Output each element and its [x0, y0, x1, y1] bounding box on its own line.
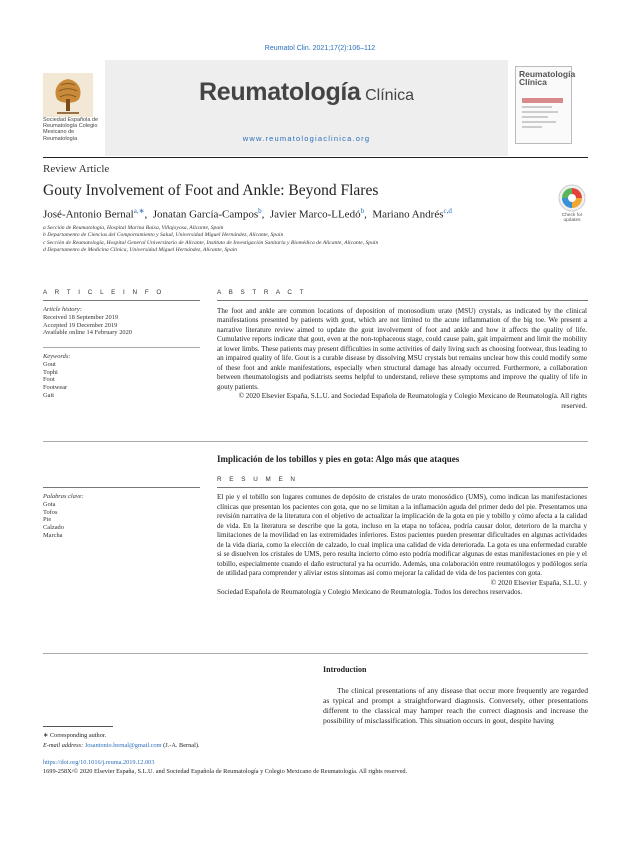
corresponding-author-label: ∗ Corresponding author.: [43, 732, 107, 739]
email-line: [43, 741, 200, 751]
article-type: Review Article: [43, 163, 110, 175]
introduction-body: [323, 686, 588, 726]
journal-url-link[interactable]: www.reumatologiaclinica.org: [242, 134, 371, 143]
email-label: E-mail address:: [43, 741, 84, 749]
spanish-title: Implicación de los tobillos y pies en gota: Algo más que ataques: [217, 454, 460, 464]
journal-title-sub: Clínica: [365, 87, 415, 104]
doi-link[interactable]: https://doi.org/10.1016/j.reuma.2019.12.003: [43, 759, 155, 766]
article-info-heading: A R T I C L E I N F O: [43, 289, 165, 296]
history-item: Available online 14 February 2020: [43, 329, 132, 337]
keyword-item: Tophi: [43, 368, 58, 376]
introduction-heading: Introduction: [323, 665, 367, 674]
corresponding-author-footnote: [43, 731, 200, 751]
affiliation-item: c Sección de Reumatología, Hospital General Universitario de Alicante, Instituto de Investigación Sanitaria y Biomédica de Alicante, Alicante, Spain: [43, 239, 379, 246]
check-updates-icon: [557, 183, 587, 213]
keyword-item: Marcha: [43, 531, 63, 539]
author-list: José-Antonio Bernal$^{a,∗}$, Jonatan García-Campos$^b$, Javier Marco-LLedó$^b$, Mariano Andrés$^{c,d}$: [43, 207, 452, 221]
keywords-label: Keywords:: [43, 353, 71, 360]
resumen-copyright-line1: © 2020 Elsevier España, S.L.U. y: [490, 578, 587, 587]
history-rule: [43, 347, 200, 348]
email-suffix: (J.-A. Bernal).: [163, 741, 200, 749]
history-label: Article history:: [43, 306, 82, 313]
resumen-heading: R E S U M E N: [217, 476, 298, 483]
society-logo: [43, 73, 93, 117]
author-name[interactable]: Jonatan García-Campos: [152, 208, 259, 221]
author-name[interactable]: Javier Marco-LLedó: [269, 208, 361, 221]
footnote-rule: [43, 726, 113, 727]
affiliation-item: d Departamento de Medicina Clínica, Universidad Miguel Hernández, Alicante, Spain: [43, 246, 238, 253]
author-affil-sup[interactable]: a,∗: [133, 207, 145, 215]
abstract-paragraph: The foot and ankle are common locations of deposition of monosodium urate (MSU) crystals, as indicated by the clinical manifestations presented by patients with gout, which are not limited to the acute inflammation of the big toe. We present a narrative literature review aimed to update the gout involvement of foot and ankle and how it affects the quality of life. Cumulative reports indicate that gout, even at the non-tophaceous stage, could cause pain, gait impairment and limit the mobility at lower limbs. These patients may present difficulties in some activities of daily living such as choosing footwear, thus leading to an impaired quality of life. Gout is a curable disease by dissolving MSU crystals but remains unclear how this could modify some of these foot and ankle manifestations, especially when structural damage has already occurred. Furthermore, a collaboration between rheumatologists and podiatrists seems helpful to understand, relieve these symptoms and improve the quality of life in gouty patients.: [217, 307, 587, 391]
abstract-rule: [217, 300, 588, 301]
author-name[interactable]: Mariano Andrés: [372, 208, 444, 221]
palabras-clave-label: Palabras clave:: [43, 493, 84, 500]
history-item: Accepted 19 December 2019: [43, 321, 118, 329]
check-updates-label[interactable]: Check for updates: [561, 213, 583, 223]
resumen-copyright-line2: Sociedad Española de Reumatología y Colegio Mexicano de Reumatología. Todos los derechos reservados.: [217, 588, 523, 597]
author-affil-sup[interactable]: c,d: [443, 207, 452, 215]
journal-title-main: Reumatología: [198, 78, 361, 106]
journal-citation[interactable]: Reumatol Clin. 2021;17(2):106–112: [264, 45, 376, 52]
keyword-item: Foot: [43, 376, 55, 384]
journal-title: [105, 78, 508, 107]
cover-pattern-icon: [520, 96, 565, 136]
keyword-item: Gout: [43, 360, 56, 368]
resumen-rule: [217, 487, 588, 488]
elsevier-tree-icon: [43, 73, 93, 117]
keyword-item: Footwear: [43, 384, 68, 392]
page-footer: [43, 758, 407, 776]
section-divider: [43, 441, 588, 442]
abstract-heading: A B S T R A C T: [217, 289, 307, 296]
palabras-clave-list: [43, 493, 200, 540]
keyword-item: Pie: [43, 516, 52, 524]
author-affil-sup[interactable]: b: [360, 207, 365, 215]
keyword-item: Gait: [43, 391, 55, 399]
keyword-item: Gota: [43, 500, 56, 508]
paper-title: Gouty Involvement of Foot and Ankle: Beyond Flares: [43, 182, 379, 199]
affiliation-item: a Sección de Reumatología, Hospital Marina Baixa, Villajoyosa, Alicante, Spain: [43, 225, 224, 231]
check-for-updates-button[interactable]: [557, 183, 587, 213]
resumen-body: [217, 493, 587, 598]
author-name[interactable]: José-Antonio Bernal: [43, 208, 134, 221]
resumen-paragraph: El pie y el tobillo son lugares comunes de depósito de cristales de urato monosódico (UMS), como indican las manifestaciones clínicas que presentan los pacientes con gota, que no se limitan a la inflamación aguda del primer dedo del pie. Presentamos una revisión narrativa de la literatura con el objetivo de actualizar la implicación de la gota en pie y tobillo y cómo afecta a la calidad de vida. En la literatura se describe que la gota, incluso en la etapa no tofácea, podría causar dolor, deterioro de la marcha y limitaciones de la movilidad en las extremidades inferiores. Estos pacientes pueden presentar dificultades en algunas actividades de la vida diaria, como la elección de calzado, lo cual implica una calidad de vida deteriorada. La gota es una enfermedad curable si se disuelven los cristales de UMS, pero resulta incierto cómo esto podría modificar algunas de estas manifestaciones en pie y el tobillo, especialmente cuando el daño estructural ya ha ocurrido. Además, una colaboración entre reumatólogos y podólogos sería de utilidad para comprender y aliviar estos síntomas así como mejorar la calidad de vida de los pacientes con gota.: [217, 493, 587, 578]
article-history: [43, 306, 200, 337]
abstract-body: [217, 307, 587, 411]
keywords-list: [43, 353, 200, 400]
header-rule: [43, 157, 588, 158]
keyword-item: Calzado: [43, 524, 64, 532]
article-info-rule: [43, 300, 200, 301]
keyword-item: Tofos: [43, 508, 58, 516]
cover-title: Reumatología Clínica: [519, 69, 576, 87]
palabras-rule: [43, 487, 200, 488]
email-link[interactable]: Josantonio.bernal@gmail.com: [84, 741, 162, 749]
society-name: Sociedad Española de Reumatología Colegio Mexicano de Reumatología: [43, 117, 99, 142]
abstract-copyright: © 2020 Elsevier España, S.L.U. and Sociedad Española de Reumatología y Colegio Mexicano de Reumatología. All rights reserved.: [238, 392, 587, 410]
history-item: Received 18 September 2019: [43, 313, 119, 321]
affiliations: [43, 225, 603, 254]
introduction-paragraph: The clinical presentations of any disease that occur more frequently are regarded as typical and prompt a straightforward diagnosis. Conversely, other presentations different to the classical may hamper reach the correct diagnosis and increase the possibility of misclassification. This situation occurs in gout, despite having: [323, 686, 588, 725]
section-divider: [43, 653, 588, 654]
rights-statement: 1699-258X/© 2020 Elsevier España, S.L.U. and Sociedad Española de Reumatología y Colegio Mexicano de Reumatología. All rights reserved.: [43, 768, 408, 775]
affiliation-item: b Departamento de Ciencias del Comportamiento y Salud, Universidad Miguel Hernández, Alicante, Spain: [43, 232, 284, 239]
author-affil-sup[interactable]: b: [258, 207, 262, 215]
